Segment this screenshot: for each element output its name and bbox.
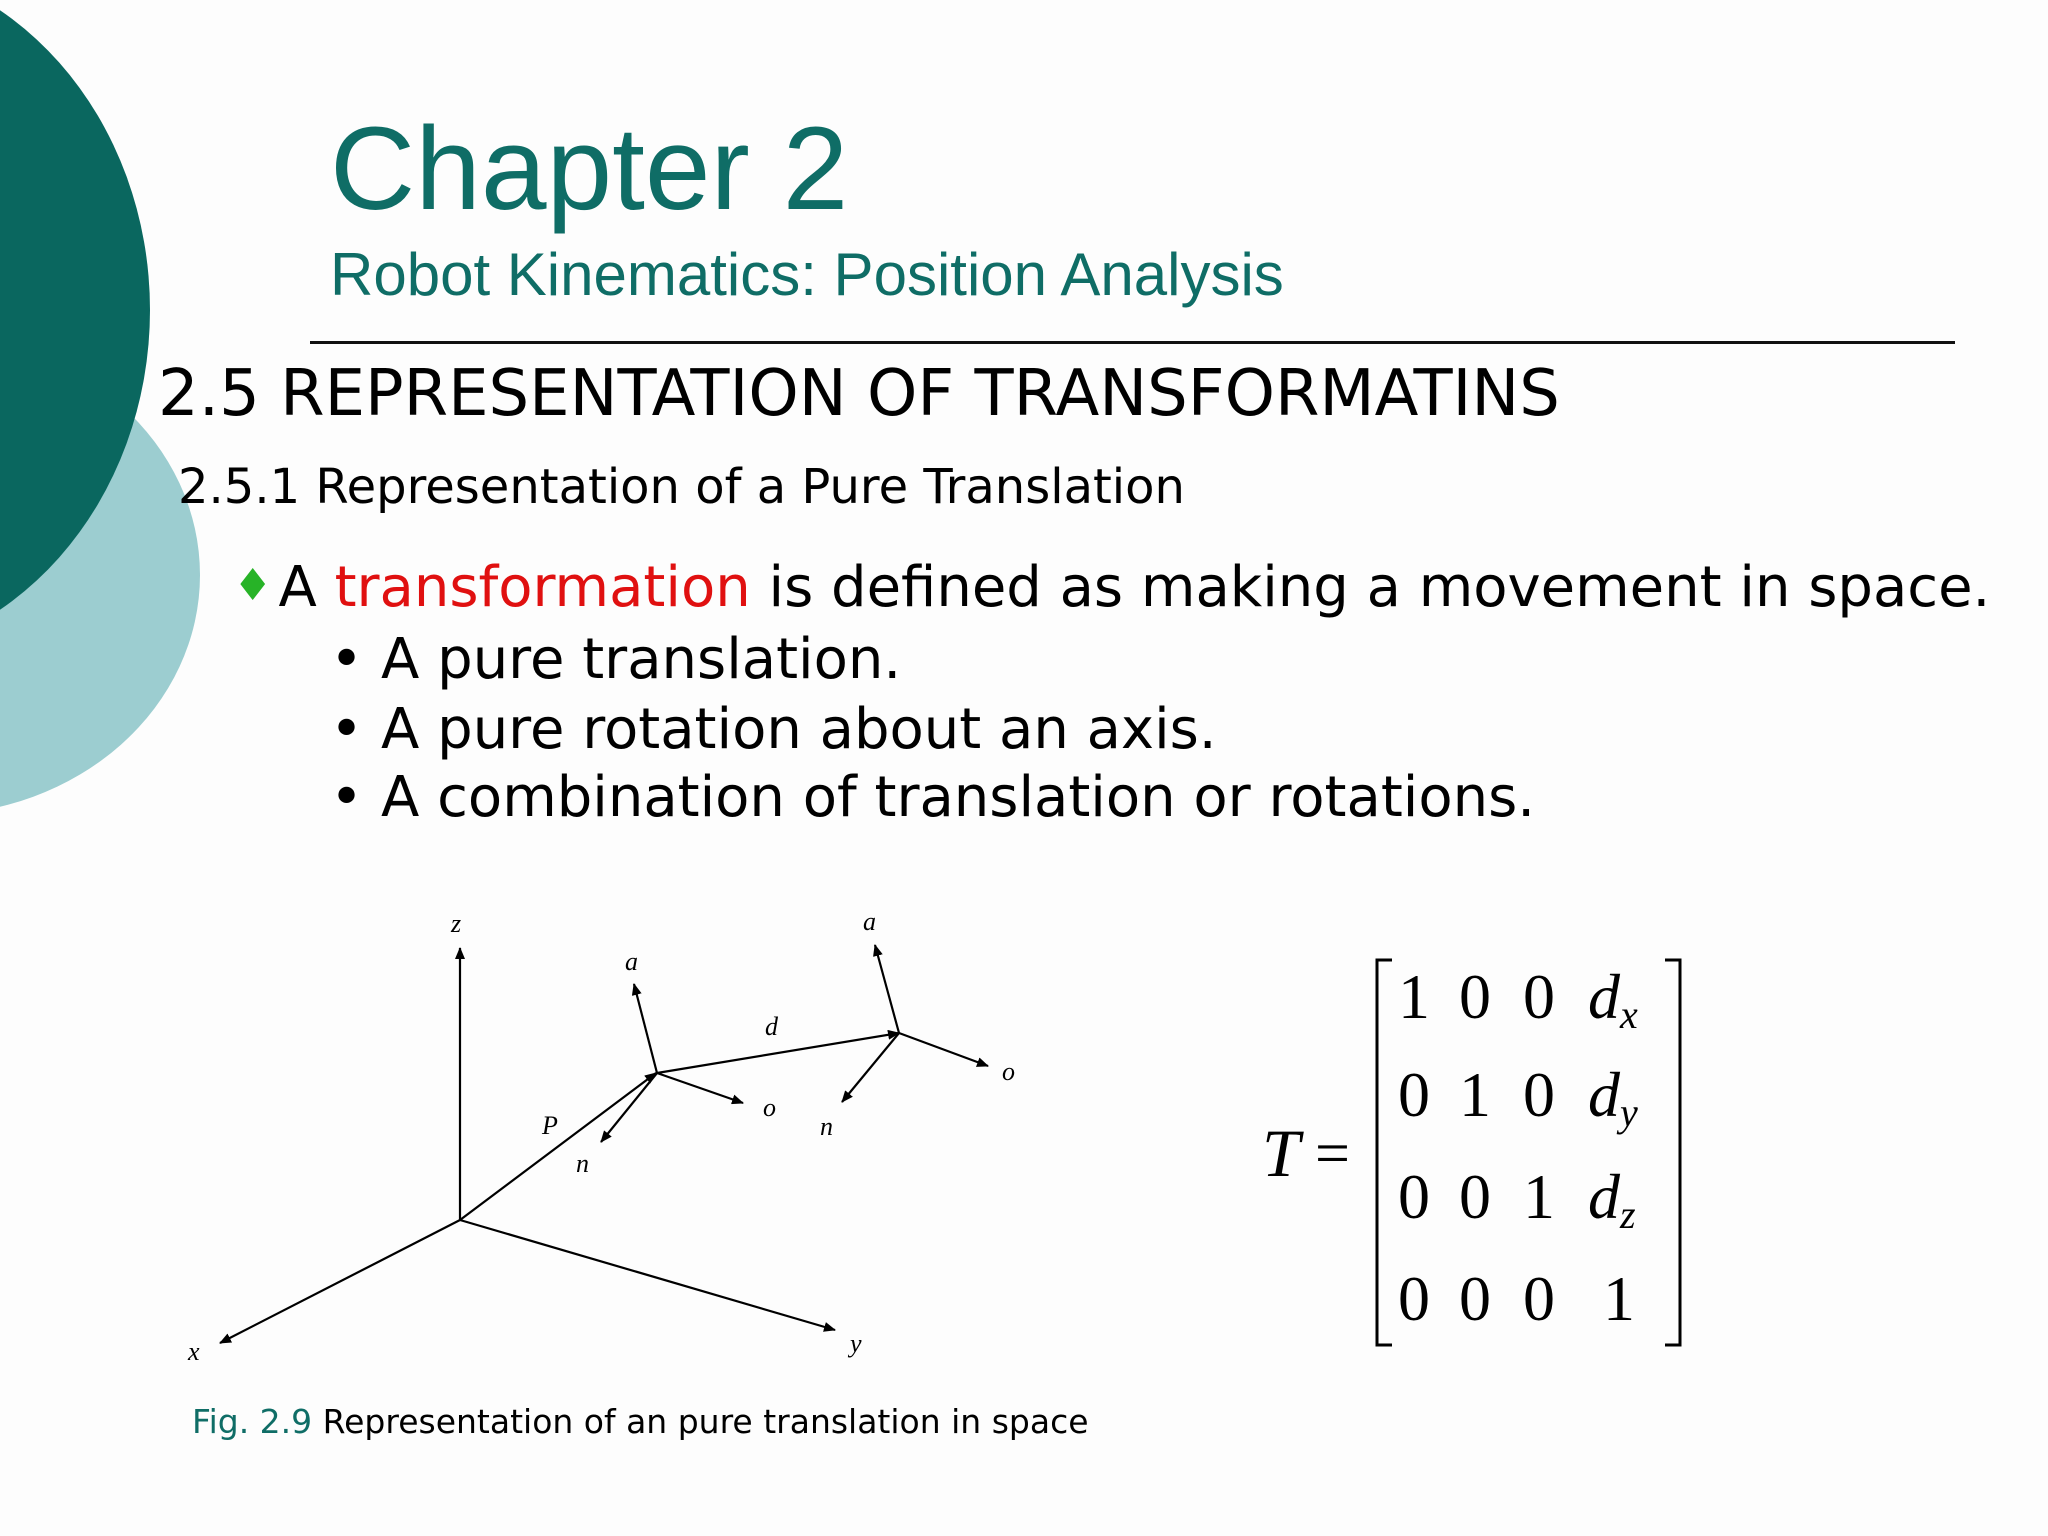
frame1-o-axis [657,1073,743,1103]
matrix-cell: 0 [1523,1059,1555,1130]
matrix-cell: 1 [1603,1263,1635,1334]
label-d: d [765,1012,778,1041]
matrix-cell: dx [1588,961,1638,1037]
matrix-cell: dy [1588,1059,1638,1135]
diamond-bullet-icon: ♦ [233,560,273,611]
label-p: P [542,1111,558,1140]
bullet-dot-icon: • [330,765,364,830]
d-vector [657,1033,899,1073]
label-o1: o [763,1093,776,1122]
matrix-cell: 1 [1523,1161,1555,1232]
matrix-equals: = [1315,1120,1350,1188]
matrix-cell: 0 [1459,1161,1491,1232]
matrix-cell: 0 [1398,1059,1430,1130]
main-bullet-prefix: A [278,555,317,620]
frame2-o-axis [899,1033,988,1066]
figure-caption [192,1402,1089,1441]
matrix-cell: 0 [1398,1161,1430,1232]
frame1-a-axis [634,984,657,1073]
matrix-lhs: T [1262,1115,1300,1191]
matrix-cell: 1 [1459,1059,1491,1130]
label-o2: o [1002,1057,1015,1086]
matrix-cell: 0 [1398,1263,1430,1334]
matrix-cell: 1 [1398,961,1430,1032]
slide-subtitle: Robot Kinematics: Position Analysis [330,241,1284,308]
label-z: z [451,909,462,938]
matrix-cell: 0 [1459,1263,1491,1334]
matrix-cell: 0 [1523,1263,1555,1334]
matrix-right-bracket [1665,960,1680,1345]
label-a1: a [625,947,638,976]
label-n2: n [820,1112,833,1141]
p-vector [460,1073,656,1220]
label-a2: a [863,907,876,936]
matrix-cell: 0 [1459,961,1491,1032]
figure-number: Fig. 2.9 [192,1402,313,1441]
label-y: y [850,1329,862,1358]
matrix-left-bracket [1377,960,1392,1345]
sub-bullet-text: A pure translation. [381,627,902,692]
section-heading: 2.5 REPRESENTATION OF TRANSFORMATINS [158,357,1560,431]
subsection-heading: 2.5.1 Representation of a Pure Translation [178,459,1185,515]
label-x: x [188,1337,200,1366]
sub-bullet-text: A pure rotation about an axis. [381,697,1217,762]
bullet-dot-icon: • [330,627,364,692]
label-n1: n [576,1149,589,1178]
main-bullet-highlight: transformation [334,555,751,620]
figure-caption-text: Representation of an pure translation in space [322,1402,1089,1441]
slide-title: Chapter 2 [330,103,849,235]
matrix-cell: dz [1588,1161,1636,1237]
main-bullet-suffix: is defined as making a movement in space. [768,555,1991,620]
matrix-cell: 0 [1523,961,1555,1032]
sub-bullet-text: A combination of translation or rotations. [381,765,1536,830]
frame2-a-axis [875,945,899,1033]
bullet-dot-icon: • [330,697,364,762]
x-axis [220,1220,460,1343]
frame2-n-axis [842,1033,899,1102]
y-axis [460,1220,835,1330]
